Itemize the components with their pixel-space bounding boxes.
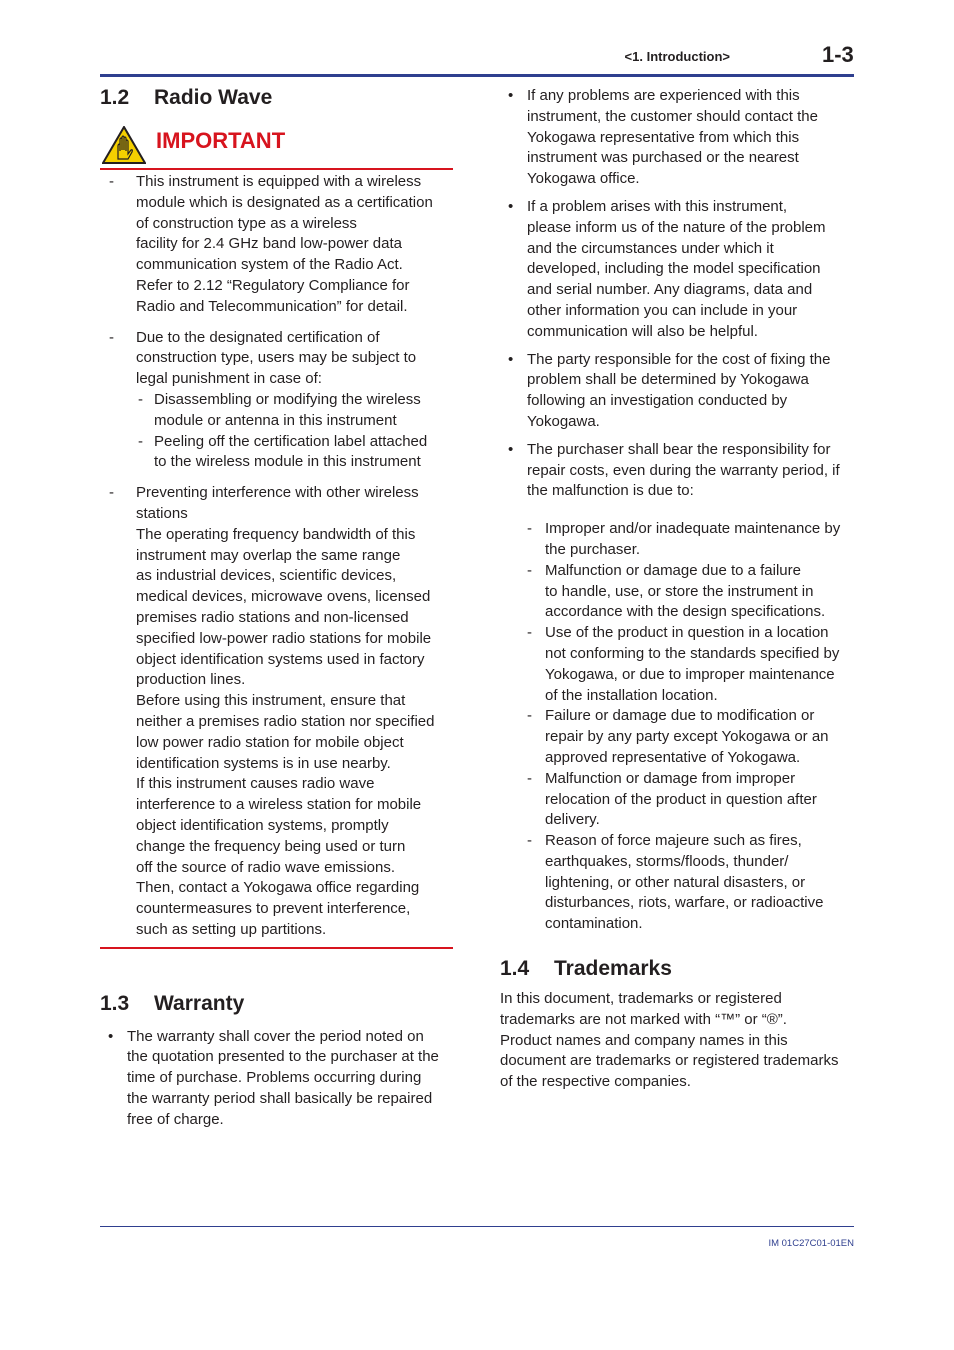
text-line: Yokogawa. — [527, 412, 600, 430]
text-line: Yokogawa office. — [527, 170, 640, 188]
radio-wave-list — [100, 172, 453, 941]
footer-rule — [100, 1226, 854, 1227]
important-body — [100, 170, 453, 949]
text-line: Then, contact a Yokogawa office regarding — [136, 879, 420, 897]
bullet-item — [500, 350, 856, 433]
text-line: other information you can include in your — [527, 301, 798, 319]
text-line: stations — [136, 504, 188, 522]
text-line: Use of the product in question in a location — [545, 624, 829, 642]
warranty-causes-list — [500, 519, 856, 935]
text-line: Failure or damage due to modification or — [545, 707, 815, 725]
text-line: problem shall be determined by Yokogawa — [527, 371, 809, 389]
text-line: of the respective companies. — [500, 1073, 691, 1091]
text-line: In this document, trademarks or registered — [500, 990, 782, 1008]
page-number: 1-3 — [822, 42, 854, 67]
sub-list-item — [136, 390, 453, 432]
text-line: module or antenna in this instrument — [154, 411, 397, 429]
list-marker: - — [138, 390, 143, 408]
list-marker: • — [508, 440, 514, 458]
section-title: Radio Wave — [154, 86, 273, 109]
text-line: If any problems are experienced with this — [527, 87, 800, 104]
text-line: countermeasures to prevent interference, — [136, 900, 411, 918]
text-line: repair costs, even during the warranty period, if — [527, 461, 840, 479]
right-column — [500, 84, 856, 1093]
text-line: communication system of the Radio Act. — [136, 256, 403, 274]
left-column — [100, 84, 456, 1131]
list-marker: • — [108, 1027, 114, 1045]
document-id: IM 01C27C01-01EN — [768, 1238, 854, 1249]
list-marker: - — [527, 832, 532, 850]
text-line: This instrument is equipped with a wireless — [136, 173, 422, 190]
list-marker: - — [527, 624, 532, 642]
text-line: The operating frequency bandwidth of this — [136, 525, 416, 543]
cause-item — [500, 706, 856, 768]
text-line: approved representative of Yokogawa. — [545, 748, 801, 766]
text-line: Product names and company names in this — [500, 1031, 788, 1049]
text-line: interference to a wireless station for mobile — [136, 796, 422, 814]
text-line: Improper and/or inadequate maintenance by — [545, 520, 841, 538]
list-item — [100, 172, 453, 318]
text-line: specified low-power radio stations for mobile — [136, 629, 432, 647]
text-line: instrument, the customer should contact the — [527, 107, 818, 125]
cause-item — [500, 769, 856, 831]
text-line: Refer to 2.12 “Regulatory Compliance for — [136, 276, 410, 294]
list-marker: - — [109, 328, 114, 346]
list-marker: - — [527, 561, 532, 579]
bullet-item — [500, 86, 856, 190]
text-line: earthquakes, storms/floods, thunder/ — [545, 852, 789, 870]
text-line: relocation of the product in question after — [545, 790, 817, 808]
section-number: 1.4 — [500, 957, 530, 981]
trademarks-paragraph — [500, 989, 856, 1093]
text-line: lightening, or other natural disasters, or — [545, 873, 806, 891]
text-line: and serial number. Any diagrams, data and — [527, 281, 813, 299]
list-item — [100, 483, 453, 941]
important-callout-header — [100, 126, 453, 170]
list-marker: • — [508, 197, 514, 215]
text-line: of the installation location. — [545, 686, 718, 704]
text-line: The purchaser shall bear the responsibility for — [527, 440, 831, 458]
text-line: neither a premises radio station nor specified — [136, 712, 435, 730]
text-line: to the wireless module in this instrument — [154, 453, 421, 471]
text-line: Malfunction or damage due to a failure — [545, 561, 801, 579]
warranty-list-right — [500, 86, 856, 502]
list-marker: - — [109, 173, 114, 190]
text-line: Disassembling or modifying the wireless — [154, 390, 421, 408]
text-line: to handle, use, or store the instrument in — [545, 582, 814, 600]
text-line: communication will also be helpful. — [527, 322, 758, 340]
text-line: Peeling off the certification label attached — [154, 432, 428, 450]
bullet-item — [500, 440, 856, 502]
text-line: Before using this instrument, ensure that — [136, 692, 406, 710]
text-line: If a problem arises with this instrument, — [527, 197, 788, 215]
text-line: Radio and Telecommunication” for detail. — [136, 297, 408, 315]
text-line: production lines. — [136, 671, 246, 689]
list-item — [100, 328, 453, 474]
text-line: such as setting up partitions. — [136, 920, 327, 938]
text-line: the purchaser. — [545, 540, 641, 558]
section-1-4-heading — [500, 955, 856, 983]
text-line: premises radio stations and non-licensed — [136, 608, 409, 626]
text-line: and the circumstances under which it — [527, 239, 774, 257]
section-number: 1.2 — [100, 86, 130, 109]
text-line: change the frequency being used or turn — [136, 837, 406, 855]
text-line: delivery. — [545, 811, 600, 829]
cause-item — [500, 561, 856, 623]
text-line: legal punishment in case of: — [136, 370, 322, 388]
list-marker: - — [527, 707, 532, 725]
text-line: developed, including the model specification — [527, 260, 821, 278]
text-line: the quotation presented to the purchaser at the — [127, 1048, 439, 1066]
list-marker: - — [109, 484, 114, 502]
warning-hand-icon — [102, 126, 146, 164]
text-line: Yokogawa representative from which this — [527, 128, 800, 146]
text-line: repair by any party except Yokogawa or an — [545, 728, 829, 746]
section-title: Warranty — [154, 991, 245, 1015]
text-line: If this instrument causes radio wave — [136, 775, 375, 793]
running-header-section: <1. Introduction> — [624, 49, 730, 64]
text-line: trademarks are not marked with “™” or “®”. — [500, 1010, 787, 1028]
text-line: medical devices, microwave ovens, licensed — [136, 588, 431, 606]
text-line: following an investigation conducted by — [527, 392, 788, 410]
text-line: The party responsible for the cost of fixing the — [527, 350, 831, 368]
text-line: low power radio station for mobile object — [136, 733, 404, 751]
list-marker: - — [138, 432, 143, 450]
text-line: contamination. — [545, 915, 643, 933]
list-marker: • — [508, 350, 514, 368]
text-line: please inform us of the nature of the problem — [527, 218, 826, 236]
text-line: The warranty shall cover the period noted on — [127, 1027, 424, 1045]
cause-item — [500, 623, 856, 706]
bullet-item — [500, 197, 856, 343]
sub-list-item — [136, 432, 453, 474]
text-line: facility for 2.4 GHz band low-power data — [136, 235, 402, 253]
header-rule — [100, 74, 854, 77]
section-title: Trademarks — [554, 957, 672, 981]
section-1-3-heading — [100, 990, 456, 1018]
list-marker: - — [527, 520, 532, 538]
text-line: object identification systems, promptly — [136, 816, 389, 834]
section-1-2-heading — [100, 84, 456, 112]
text-line: Preventing interference with other wireless — [136, 484, 419, 502]
text-line: Reason of force majeure such as fires, — [545, 832, 802, 850]
text-line: off the source of radio wave emissions. — [136, 858, 396, 876]
text-line: as industrial devices, scientific devices, — [136, 567, 397, 585]
cause-item — [500, 519, 856, 561]
text-line: instrument was purchased or the nearest — [527, 149, 799, 167]
text-line: identification systems is in use nearby. — [136, 754, 391, 772]
text-line: not conforming to the standards specified by — [545, 644, 840, 662]
text-line: of construction type as a wireless — [136, 214, 357, 232]
important-label: IMPORTANT — [156, 128, 286, 153]
list-marker: - — [527, 769, 532, 787]
text-line: Due to the designated certification of — [136, 328, 380, 346]
text-line: disturbances, riots, warfare, or radioactive — [545, 894, 824, 912]
text-line: instrument may overlap the same range — [136, 546, 401, 564]
text-line: time of purchase. Problems occurring during — [127, 1069, 422, 1087]
list-marker: • — [508, 87, 514, 104]
warranty-list-left — [100, 1027, 456, 1131]
text-line: accordance with the design specifications. — [545, 603, 826, 621]
text-line: Yokogawa, or due to improper maintenance — [545, 665, 835, 683]
section-number: 1.3 — [100, 991, 130, 1015]
text-line: document are trademarks or registered trademarks — [500, 1052, 839, 1070]
text-line: Malfunction or damage from improper — [545, 769, 796, 787]
text-line: the malfunction is due to: — [527, 482, 694, 500]
text-line: free of charge. — [127, 1110, 224, 1128]
text-line: module which is designated as a certification — [136, 193, 433, 211]
text-line: the warranty period shall basically be repaired — [127, 1090, 433, 1108]
cause-item — [500, 831, 856, 935]
text-line: construction type, users may be subject to — [136, 349, 417, 367]
bullet-item — [100, 1027, 456, 1131]
text-line: object identification systems used in factory — [136, 650, 425, 668]
